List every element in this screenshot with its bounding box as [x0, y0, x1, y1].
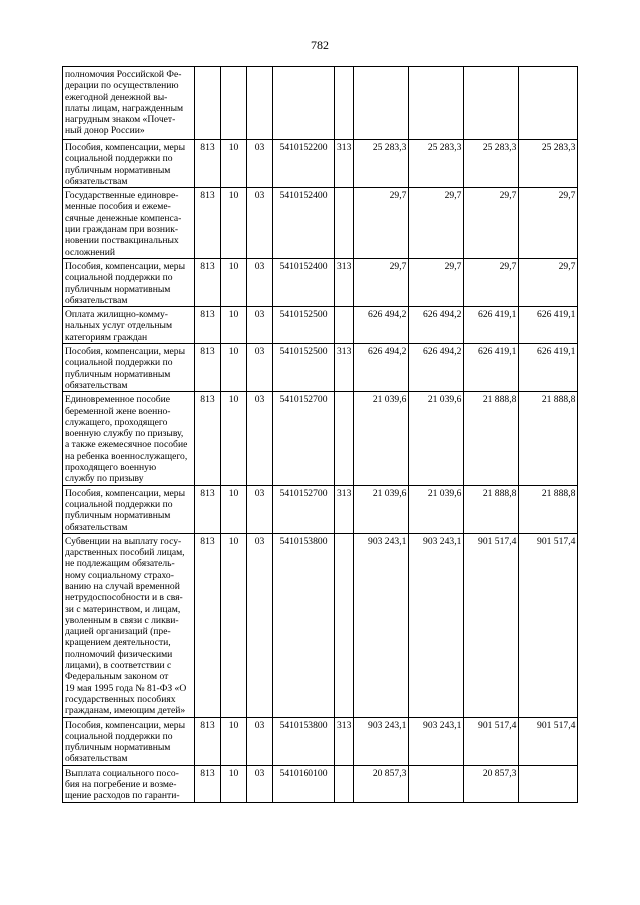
cell-amount-1: 29,7: [354, 188, 409, 259]
cell-amount-1: 21 039,6: [354, 485, 409, 533]
cell-subsection-code: 03: [247, 717, 273, 765]
table-row: [63, 485, 578, 533]
cell-subsection-code: 03: [247, 258, 273, 306]
table-row: [63, 765, 578, 802]
cell-amount-3: 29,7: [464, 258, 519, 306]
cell-amount-1: 21 039,6: [354, 392, 409, 485]
cell-amount-4: 626 419,1: [519, 307, 578, 344]
cell-amount-4: [519, 765, 578, 802]
cell-subsection-code: 03: [247, 140, 273, 188]
cell-ministry-code: 813: [195, 533, 221, 717]
cell-target-article: 5410152500: [273, 307, 335, 344]
cell-section-code: 10: [221, 533, 247, 717]
cell-expense-type: 313: [335, 485, 354, 533]
cell-name: Субвенции на выплату госу- дарственных пособий лицам, не подлежащим обязатель- ному социальному страхо- ванию на случай временной нетрудоспособности и в свя- зи с материнством, и лицам, уволенным в связи с ликви- дацией организаций (пре- кращением деятельности, полномочий физическими лицами), в соответствии с Федеральным законом от 19 мая 1995 года № 81-ФЗ «О государственных пособиях гражданам, имеющим детей»: [63, 533, 195, 717]
cell-ministry-code: [195, 67, 221, 140]
cell-target-article: 5410160100: [273, 765, 335, 802]
cell-expense-type: [335, 392, 354, 485]
table-row: [63, 258, 578, 306]
cell-amount-3: 626 419,1: [464, 344, 519, 392]
cell-amount-1: 626 494,2: [354, 344, 409, 392]
cell-section-code: 10: [221, 188, 247, 259]
cell-name: полномочия Российской Фе- дерации по осуществлению ежегодной денежной вы- платы лицам, награжденным нагрудным знаком «Почет- ный донор России»: [63, 67, 195, 140]
cell-section-code: [221, 67, 247, 140]
cell-target-article: 5410152700: [273, 485, 335, 533]
cell-section-code: 10: [221, 392, 247, 485]
table-row: [63, 717, 578, 765]
cell-amount-1: 20 857,3: [354, 765, 409, 802]
cell-amount-2: 21 039,6: [409, 392, 464, 485]
cell-amount-1: [354, 67, 409, 140]
cell-amount-3: 901 517,4: [464, 533, 519, 717]
cell-amount-2: 25 283,3: [409, 140, 464, 188]
cell-amount-2: 626 494,2: [409, 344, 464, 392]
cell-amount-4: 901 517,4: [519, 533, 578, 717]
cell-expense-type: [335, 67, 354, 140]
cell-name: Пособия, компенсации, меры социальной поддержки по публичным нормативным обязательствам: [63, 140, 195, 188]
cell-amount-3: 21 888,8: [464, 392, 519, 485]
cell-section-code: 10: [221, 140, 247, 188]
cell-ministry-code: 813: [195, 307, 221, 344]
cell-ministry-code: 813: [195, 717, 221, 765]
cell-expense-type: 313: [335, 717, 354, 765]
cell-section-code: 10: [221, 485, 247, 533]
cell-expense-type: 313: [335, 258, 354, 306]
table-row: [63, 140, 578, 188]
cell-amount-3: 21 888,8: [464, 485, 519, 533]
table-row: [63, 188, 578, 259]
table-row: [63, 307, 578, 344]
cell-amount-1: 903 243,1: [354, 533, 409, 717]
cell-subsection-code: 03: [247, 307, 273, 344]
cell-section-code: 10: [221, 717, 247, 765]
cell-amount-1: 626 494,2: [354, 307, 409, 344]
page-number: 782: [311, 38, 329, 52]
cell-section-code: 10: [221, 258, 247, 306]
cell-target-article: 5410152400: [273, 258, 335, 306]
cell-name: Выплата социального посо- бия на погребение и возме- щение расходов по гаранти-: [63, 765, 195, 802]
cell-expense-type: 313: [335, 140, 354, 188]
cell-amount-4: 21 888,8: [519, 485, 578, 533]
cell-amount-3: 25 283,3: [464, 140, 519, 188]
cell-amount-4: 901 517,4: [519, 717, 578, 765]
cell-amount-2: 29,7: [409, 258, 464, 306]
cell-ministry-code: 813: [195, 140, 221, 188]
cell-subsection-code: 03: [247, 188, 273, 259]
cell-expense-type: [335, 533, 354, 717]
cell-target-article: 5410152200: [273, 140, 335, 188]
cell-subsection-code: [247, 67, 273, 140]
table-row: [63, 533, 578, 717]
cell-expense-type: 313: [335, 344, 354, 392]
cell-amount-4: 29,7: [519, 258, 578, 306]
cell-amount-4: 25 283,3: [519, 140, 578, 188]
cell-ministry-code: 813: [195, 392, 221, 485]
cell-amount-2: 903 243,1: [409, 717, 464, 765]
cell-amount-2: 903 243,1: [409, 533, 464, 717]
cell-expense-type: [335, 765, 354, 802]
cell-section-code: 10: [221, 765, 247, 802]
cell-target-article: 5410153800: [273, 533, 335, 717]
cell-name: Пособия, компенсации, меры социальной поддержки по публичным нормативным обязательствам: [63, 485, 195, 533]
cell-subsection-code: 03: [247, 533, 273, 717]
cell-amount-3: 20 857,3: [464, 765, 519, 802]
cell-name: Оплата жилищно-комму- нальных услуг отдельным категориям граждан: [63, 307, 195, 344]
budget-table-body: [63, 67, 578, 803]
cell-amount-4: 626 419,1: [519, 344, 578, 392]
cell-ministry-code: 813: [195, 188, 221, 259]
cell-name: Единовременное пособие берeменной жене военно- служащего, проходящего военную службу по призыву, а также ежемесячное пособие на ребенка военнослужащего, проходящего военную службу по призыву: [63, 392, 195, 485]
cell-subsection-code: 03: [247, 765, 273, 802]
cell-ministry-code: 813: [195, 344, 221, 392]
cell-expense-type: [335, 188, 354, 259]
cell-subsection-code: 03: [247, 392, 273, 485]
table-row: [63, 67, 578, 140]
cell-amount-3: 626 419,1: [464, 307, 519, 344]
table-row: [63, 344, 578, 392]
cell-name: Пособия, компенсации, меры социальной поддержки по публичным нормативным обязательствам: [63, 258, 195, 306]
cell-section-code: 10: [221, 307, 247, 344]
cell-target-article: 5410153800: [273, 717, 335, 765]
cell-section-code: 10: [221, 344, 247, 392]
cell-name: Государственные единовре- менные пособия и ежеме- сячные денежные компенса- ции гражданам при возник- новении поствакцинальных осложнений: [63, 188, 195, 259]
cell-name: Пособия, компенсации, меры социальной поддержки по публичным нормативным обязательствам: [63, 717, 195, 765]
cell-amount-2: 626 494,2: [409, 307, 464, 344]
cell-amount-2: 21 039,6: [409, 485, 464, 533]
cell-amount-1: 29,7: [354, 258, 409, 306]
cell-amount-3: [464, 67, 519, 140]
cell-amount-2: 29,7: [409, 188, 464, 259]
cell-amount-4: 21 888,8: [519, 392, 578, 485]
cell-target-article: 5410152500: [273, 344, 335, 392]
cell-name: Пособия, компенсации, меры социальной поддержки по публичным нормативным обязательствам: [63, 344, 195, 392]
cell-expense-type: [335, 307, 354, 344]
cell-amount-4: 29,7: [519, 188, 578, 259]
cell-amount-2: [409, 765, 464, 802]
cell-amount-4: [519, 67, 578, 140]
cell-amount-1: 903 243,1: [354, 717, 409, 765]
cell-ministry-code: 813: [195, 258, 221, 306]
cell-target-article: [273, 67, 335, 140]
cell-ministry-code: 813: [195, 765, 221, 802]
table-row: [63, 392, 578, 485]
cell-subsection-code: 03: [247, 485, 273, 533]
cell-amount-3: 901 517,4: [464, 717, 519, 765]
cell-target-article: 5410152700: [273, 392, 335, 485]
cell-amount-1: 25 283,3: [354, 140, 409, 188]
cell-target-article: 5410152400: [273, 188, 335, 259]
cell-amount-2: [409, 67, 464, 140]
cell-amount-3: 29,7: [464, 188, 519, 259]
budget-table: [62, 66, 578, 803]
cell-ministry-code: 813: [195, 485, 221, 533]
cell-subsection-code: 03: [247, 344, 273, 392]
